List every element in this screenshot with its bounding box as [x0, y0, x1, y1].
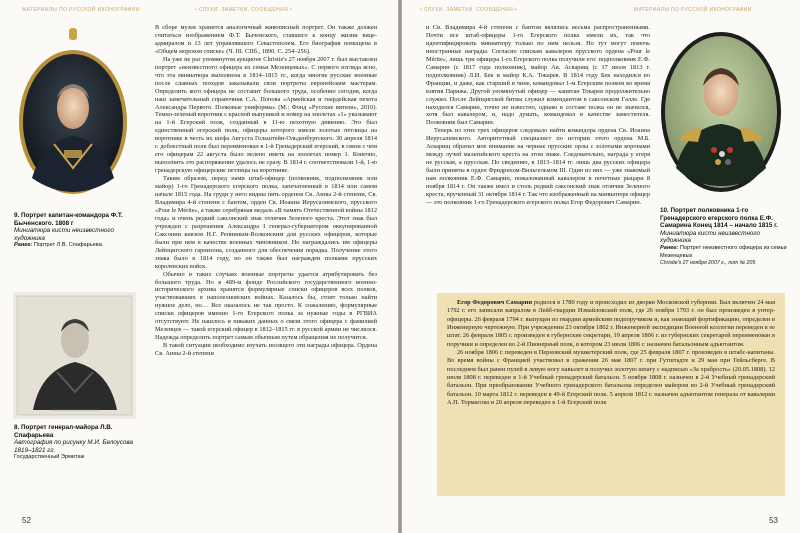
paragraph: На уже не раз упомянутом аукционе Christie's 27 ноября 2007 г. был выставлен портрет «неизвестного офицера из семьи Мезенцевых». С первого взгляда ясно, что эта миниатюра выполнена в 1814–1815 гг., когда многие русские военные после славных походов заказывали свои портреты европейским мастерам. Определить кого офицера не составит большого труда, особенно сегодня, когда наш замечательный справочник С.А. Попова «Армейская и гвардейская пехота Александра Первого. Полковые униформы» (М.: Фонд «Русские витязи», 2010). Темно-зеленый воротник с красной выпушкой и номер на эполетах «1» указывают на 1-й Егерский полк, созданный в 11-ю пехотную дивизию. Это был единственный егерский полк, офицеры которого имели золотые петлицы на воротнике в честь их шефа Августа Гольштейн-Ольденбургского. 30 апреля 1814 г. доблестный полк был переименован в 1-й Гренадерский егерский, в связи с чем его офицерам 22 августа было велено иметь на эполетах номер 1. Конечно, выполнить это распоряжение удалось не сразу. В 1814 г. соответствовали 1-й, 1-ю гренадерскую офицерские петлицы на воротнике. — [155, 55, 377, 175]
running-head-center-right: • СЛУХИ, ЗАМЕТКИ, СООБЩЕНИЯ • — [420, 7, 518, 13]
caption-fig8 — [14, 424, 142, 462]
caption-fig10-note: Christie's 27 ноября 2007 г., лот № 205 — [660, 260, 756, 267]
biography-paragraph: Егор Федорович Самарин родился в 1780 году и происходил из дворян Московской губернии. Был включен 24 мая 1792 г. его записали капралом в Лейб-гвардии Измайловский полк, где 26 ноября 1793 г. он был произведен в унтер-офицеры. 26 февраля 1794 г. выпущен из гвардии армейским подпоручиком и, как знающий фортификацию, определен в Инженерную чертежную. При учреждении 23 октября 1802 г. Инженерной экспедиции Военной коллегии переведен в ее штат. 26 февраля 1805 г. произведен в губернские секретари, 19 апреля 1806 г. из губернских секретарей переименован в поручики и определен во 2-й Пионерный полк, в котором 23 июля 1806 г. назначен батальонным адъютантом. — [447, 299, 775, 348]
caption-fig9-subtitle: Миниатюра кисти неизвестного художника — [14, 227, 114, 242]
caption-fig9-source: Ранее: Портрет Л.В. Спафарьева. — [14, 242, 104, 249]
caption-fig8-source: Государственный Эрмитаж — [14, 454, 85, 461]
paragraph: Таким образом, перед нами штаб-офицер (полковник, подполковник или майор) 1-го Гренадерского егерского полка, запечатленный в 1814 или самом начале 1815 года. На груди у него видны пять орденов Св. Анны 2-й степени, Св. Владимира 4-й степени с бантом, орден Св. Иоанна Иерусалимского, прусского «Pour le Mérite», а также серебряная медаль «В память Отечественной войны 1812 года» и очень редкий саксонский знак отличия Зеленого креста. Этот знак был учрежден с разрешения Александра I генерал-губернатором оккупированной Саксонии князем Н.Г. Репниным-Волконским для русских офицеров, которые были при нем в качестве военных чиновников. Но награждались им офицеры Лейпцигского гарнизона, созданного для обеспечения порядка. Получение этого знака было в 1814 году, но он также был награжден полками прусских королевских войск. — [155, 175, 377, 270]
caption-fig8-title: 8. Портрет генерал-майора Л.В. Спафарьева — [14, 424, 113, 439]
folio-left: 52 — [22, 516, 31, 525]
caption-fig10-title: 10. Портрет полковника 1-го Гренадерского егерского полка Е.Ф. Самарина Конец 1814 – начало 1815 г. — [660, 207, 778, 230]
paragraph: Обычно в таких случаях военные портреты удается атрибутировать без большого труда. Но в 489-м фонде Российского государственного военно-исторического архива хранятся формулярные списки офицеров всех полков, участвовавших в наполеоновских войнах. Казалось бы, стоит только найти нужное дело, но… Все оказалось не так просто. К сожалению, формулярные списки офицеров именно 1-го Егерского полка за нужные годы в РГВИА отсутствуют. Не нашлось и никаких данных о связи этого офицера с фамилией Мезенцев — такой егерский офицер в 1812–1815 гг. в русской армии не числился. Надежда определить портрет самым обычным путем обращения не получится. — [155, 270, 377, 342]
portrait-bychensky-miniature — [14, 28, 132, 198]
portrait-spafaryev-lithograph — [13, 292, 136, 419]
biography-box — [437, 293, 785, 496]
caption-fig9-title: 9. Портрет капитан-командора Ф.Т. Быченского. 1808 г — [14, 212, 123, 227]
caption-fig10-source: Ранее: Портрет неизвестного офицера из семьи Мезенцевых — [660, 244, 787, 259]
portrait-samarin-miniature — [658, 28, 784, 196]
caption-fig10-subtitle: Миниатюра кисти неизвестного художника — [660, 229, 760, 245]
left-page — [0, 0, 398, 533]
paragraph: В сборе музея хранится аналогичный живописный портрет. Он также должен считаться изображением Ф.Т. Быченского, ставшего к концу жизни вице-адмиралом и 13 лет управлявшего Севастополем. Его биография помещена в «Общем морском списке» (Ч. III. СПб., 1890. С. 254–256). — [155, 24, 377, 55]
running-head-left: МАТЕРИАЛЫ ПО РУССКОЙ ИКОНОГРАФИИ — [22, 7, 140, 13]
biography-name: Егор Федорович Самарин — [457, 299, 532, 306]
caption-fig10 — [660, 207, 790, 268]
paragraph: В такой ситуации необходимо изучать носящего эти награды офицера. Ордена Св. Анны 2-й степени — [155, 342, 377, 358]
biography-paragraph: 26 ноября 1806 г. переведен в Перновский мушкетерский полк, где 25 февраля 1807 г. произведен в штабс-капитаны. Во время войны с Францией участвовал в сражении 26 мая 1807 г. при Гутштадте и 29 мая при Гейльсберге. В последнем был ранен пулей в левую ногу навылет и получил золотую шпагу с надписью «За храбрость» (20.05.1808). 12 июля 1808 г. переведен в 1-й Учебный гренадерский батальон. 5 ноября 1808 г. назначен в 2-й Учебный гренадерский батальон. При преобразовании Учебного гренадерского батальона определен майором во 2-й Учебный гренадерский батальон. 10 марта 1812 г. переведен в 49-й Егерский полк. 5 апреля 1812 г. назначен адъютантом генерала от кавалерии А.П. Тормасова и 20 апреля переведен в 1-й Егерский полк — [447, 349, 775, 407]
caption-fig9 — [14, 212, 142, 250]
left-text-column — [155, 24, 377, 502]
running-head-right: МАТЕРИАЛЫ ПО РУССКОЙ ИКОНОГРАФИИ — [634, 7, 752, 13]
caption-fig8-subtitle: Автография по рисунку М.И. Белоусова 1819–1821 гг. — [14, 439, 134, 454]
right-text-column — [426, 24, 650, 279]
running-head-center-left: • СЛУХИ, ЗАМЕТКИ, СООБЩЕНИЯ • — [195, 7, 293, 13]
folio-right: 53 — [769, 516, 778, 525]
paragraph: и Св. Владимира 4-й степени с бантом являлись весьма распространенными. Почти все штаб-офицеры 1-го Егерского полка имели их, так что идентифицировать миниатюру только по ним нельзя. Но тут могут помочь иностранные награды. Согласно спискам кавалеров прусского ордена «Pour le Mérite», лишь три офицера 1-го Егерского полка получили его: подполковник Е.Ф. Самарин (с 1817 года полковник), майор Ав. Асварищ (с 17 июля 1813 г. подполковник) Л.И. Бек и майор К.А. Токарев. В 1814 году Бек находился во Франции, и даже, как старший в чине, командовал 1-м Егерским полком во время взятия Парижа. Другой упомянутый офицер — капитан Токарев продолжительно служил. После Лейпцигской битвы служил комендантом в саксонском Галле. Где находился Самарин, точно не известно, однако в составе полка он не значился, хотя был кавалером, и, надо думать, командовал в качестве заместителя. Полковник был Самарин. — [426, 24, 650, 127]
paragraph: Теперь из этих трех офицеров следовало найти командора ордена Св. Иоанна Иерусалимского. Авторитетный специалист по истории этого ордена М.Б. Асварищ обратил мое внимание на черные прусские орлы с золотыми коронами между лучей мальтийского креста на этом знаке. Следовательно, награда у егеря не русская, а прусская. По сведению, в 1813–1814 гг. лишь два русских офицера были приняты в орден Фридрихом-Вильгельмом III. Один из них — уже знакомый нам полковник Е.Ф. Самарин, пожалованный кавалером в почетные рыцари 8 ноября 1814 г. Он также имел и столь редкий саксонский знак отличия Зеленого креста, врученный 31 октября 1814 г. Так что изображенный на миниатюре офицер — это полковник 1-го Гренадерского егерского полка Егор Федорович Самарин. — [426, 127, 650, 206]
